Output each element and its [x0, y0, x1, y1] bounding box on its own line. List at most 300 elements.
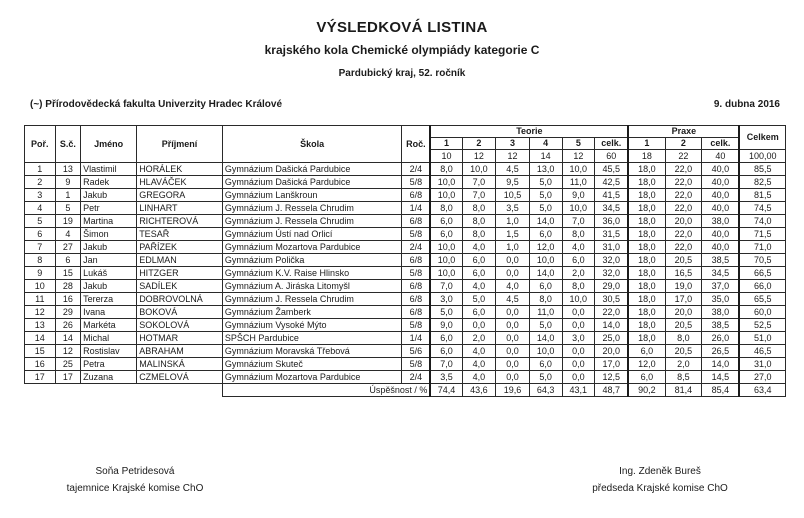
grade-cell: 6/8 — [402, 306, 431, 319]
theory-score-cell: 8,0 — [562, 280, 595, 293]
total-score-cell: 71,0 — [739, 241, 785, 254]
total-score-cell: 52,5 — [739, 319, 785, 332]
sc-cell: 16 — [55, 293, 81, 306]
theory-sub-header: 2 — [462, 138, 496, 150]
col-first-name: Jméno — [81, 126, 137, 163]
theory-score-cell: 3,5 — [496, 202, 530, 215]
practice-score-cell: 20,5 — [665, 319, 702, 332]
table-row — [25, 228, 786, 241]
theory-score-cell: 8,0 — [562, 228, 595, 241]
practice-score-cell: 18,0 — [628, 228, 665, 241]
practice-score-cell: 35,0 — [702, 293, 740, 306]
practice-score-cell: 2,0 — [665, 358, 702, 371]
total-score-cell: 85,5 — [739, 163, 785, 176]
school-cell: Gymnázium Moravská Třebová — [222, 345, 402, 358]
last-name-cell: TESAŘ — [137, 228, 223, 241]
col-theory: Teorie — [430, 126, 628, 138]
practice-score-cell: 22,0 — [665, 176, 702, 189]
theory-sub-header: 3 — [496, 138, 530, 150]
theory-score-cell: 0,0 — [496, 319, 530, 332]
last-name-cell: PAŘÍZEK — [137, 241, 223, 254]
last-name-cell: HITZGER — [137, 267, 223, 280]
theory-score-cell: 10,0 — [529, 345, 562, 358]
theory-score-cell: 5,0 — [529, 319, 562, 332]
practice-sub-header: 2 — [665, 138, 702, 150]
practice-score-cell: 18,0 — [628, 267, 665, 280]
practice-score-cell: 18,0 — [628, 319, 665, 332]
venue-label: (~) Přírodovědecká fakulta Univerzity Hradec Králové — [30, 99, 283, 110]
table-row — [25, 202, 786, 215]
theory-score-cell: 6,0 — [430, 228, 462, 241]
theory-score-cell: 0,0 — [496, 371, 530, 384]
theory-max-cell: 14 — [529, 150, 562, 163]
theory-score-cell: 7,0 — [462, 189, 496, 202]
sc-cell: 14 — [55, 332, 81, 345]
sc-cell: 4 — [55, 228, 81, 241]
sc-cell: 25 — [55, 358, 81, 371]
first-name-cell: Petra — [81, 358, 137, 371]
total-score-cell: 70,5 — [739, 254, 785, 267]
practice-score-cell: 40,0 — [702, 202, 740, 215]
theory-score-cell: 36,0 — [595, 215, 629, 228]
theory-score-cell: 9,5 — [496, 176, 530, 189]
last-name-cell: CZMELOVÁ — [137, 371, 223, 384]
theory-score-cell: 45,5 — [595, 163, 629, 176]
theory-score-cell: 14,0 — [529, 332, 562, 345]
theory-score-cell: 10,0 — [430, 176, 462, 189]
table-row — [25, 345, 786, 358]
sc-cell: 5 — [55, 202, 81, 215]
practice-score-cell: 40,0 — [702, 189, 740, 202]
theory-score-cell: 8,0 — [462, 228, 496, 241]
table-row — [25, 306, 786, 319]
theory-max-cell: 12 — [462, 150, 496, 163]
theory-sub-header: 4 — [529, 138, 562, 150]
theory-score-cell: 7,0 — [562, 215, 595, 228]
rank-cell: 16 — [25, 358, 56, 371]
theory-score-cell: 7,0 — [430, 280, 462, 293]
theory-score-cell: 12,5 — [595, 371, 629, 384]
theory-score-cell: 4,0 — [462, 280, 496, 293]
theory-score-cell: 5,0 — [462, 293, 496, 306]
grade-cell: 1/4 — [402, 332, 431, 345]
last-name-cell: HORÁLEK — [137, 163, 223, 176]
first-name-cell: Jakub — [81, 189, 137, 202]
school-cell: Gymnázium J. Ressela Chrudim — [222, 202, 402, 215]
total-score-cell: 66,0 — [739, 280, 785, 293]
grade-cell: 2/4 — [402, 241, 431, 254]
theory-score-cell: 0,0 — [496, 332, 530, 345]
practice-score-cell: 26,5 — [702, 345, 740, 358]
grade-cell: 1/4 — [402, 202, 431, 215]
theory-score-cell: 6,0 — [462, 306, 496, 319]
practice-score-cell: 16,5 — [665, 267, 702, 280]
total-score-cell: 81,5 — [739, 189, 785, 202]
first-name-cell: Jakub — [81, 241, 137, 254]
practice-score-cell: 18,0 — [628, 293, 665, 306]
sc-cell: 9 — [55, 176, 81, 189]
rank-cell: 1 — [25, 163, 56, 176]
first-name-cell: Ivana — [81, 306, 137, 319]
theory-score-cell: 3,0 — [430, 293, 462, 306]
theory-score-cell: 10,0 — [562, 163, 595, 176]
grade-cell: 6/8 — [402, 189, 431, 202]
last-name-cell: SADÍLEK — [137, 280, 223, 293]
rank-cell: 5 — [25, 215, 56, 228]
sc-cell: 15 — [55, 267, 81, 280]
practice-score-cell: 12,0 — [628, 358, 665, 371]
theory-score-cell: 6,0 — [529, 358, 562, 371]
theory-score-cell: 0,0 — [496, 358, 530, 371]
theory-success-cell: 64,3 — [529, 384, 562, 397]
rank-cell: 13 — [25, 319, 56, 332]
practice-success-cell: 90,2 — [628, 384, 665, 397]
practice-score-cell: 40,0 — [702, 241, 740, 254]
grade-cell: 5/8 — [402, 228, 431, 241]
theory-score-cell: 30,5 — [595, 293, 629, 306]
table-row — [25, 176, 786, 189]
theory-sub-header: 1 — [430, 138, 462, 150]
theory-score-cell: 2,0 — [562, 267, 595, 280]
signature-left-name: Soňa Petridesová — [95, 466, 175, 477]
theory-score-cell: 5,0 — [529, 202, 562, 215]
theory-score-cell: 4,0 — [462, 358, 496, 371]
theory-score-cell: 34,5 — [595, 202, 629, 215]
practice-score-cell: 34,5 — [702, 267, 740, 280]
sc-cell: 29 — [55, 306, 81, 319]
theory-score-cell: 4,5 — [496, 163, 530, 176]
total-score-cell: 82,5 — [739, 176, 785, 189]
theory-sub-header: 5 — [562, 138, 595, 150]
grade-cell: 5/6 — [402, 345, 431, 358]
theory-score-cell: 10,0 — [430, 241, 462, 254]
theory-max-cell: 12 — [496, 150, 530, 163]
theory-score-cell: 31,0 — [595, 241, 629, 254]
total-score-cell: 46,5 — [739, 345, 785, 358]
theory-score-cell: 9,0 — [562, 189, 595, 202]
table-row — [25, 267, 786, 280]
total-score-cell: 74,0 — [739, 215, 785, 228]
total-score-cell: 66,5 — [739, 267, 785, 280]
theory-score-cell: 13,0 — [529, 163, 562, 176]
practice-success-cell: 85,4 — [702, 384, 740, 397]
total-score-cell: 71,5 — [739, 228, 785, 241]
rank-cell: 15 — [25, 345, 56, 358]
theory-score-cell: 0,0 — [562, 345, 595, 358]
theory-max-cell: 12 — [562, 150, 595, 163]
theory-score-cell: 0,0 — [496, 254, 530, 267]
theory-score-cell: 0,0 — [462, 319, 496, 332]
practice-score-cell: 20,5 — [665, 345, 702, 358]
total-score-cell: 51,0 — [739, 332, 785, 345]
theory-score-cell: 20,0 — [595, 345, 629, 358]
first-name-cell: Petr — [81, 202, 137, 215]
theory-score-cell: 3,0 — [562, 332, 595, 345]
last-name-cell: DOBROVOLNÁ — [137, 293, 223, 306]
rank-cell: 14 — [25, 332, 56, 345]
grade-cell: 5/8 — [402, 319, 431, 332]
sc-cell: 13 — [55, 163, 81, 176]
practice-score-cell: 6,0 — [628, 345, 665, 358]
school-cell: Gymnázium Skuteč — [222, 358, 402, 371]
last-name-cell: ABRAHAM — [137, 345, 223, 358]
region-label: Pardubický kraj, 52. ročník — [338, 68, 466, 79]
page-title: VÝSLEDKOVÁ LISTINA — [316, 19, 488, 36]
last-name-cell: BOKOVÁ — [137, 306, 223, 319]
theory-score-cell: 8,0 — [529, 293, 562, 306]
date-label: 9. dubna 2016 — [713, 99, 780, 110]
first-name-cell: Tererza — [81, 293, 137, 306]
theory-score-cell: 0,0 — [562, 319, 595, 332]
first-name-cell: Michal — [81, 332, 137, 345]
theory-score-cell: 10,0 — [462, 163, 496, 176]
grade-cell: 5/8 — [402, 176, 431, 189]
theory-score-cell: 14,0 — [529, 215, 562, 228]
table-row — [25, 358, 786, 371]
practice-success-cell: 81,4 — [665, 384, 702, 397]
theory-score-cell: 6,0 — [462, 267, 496, 280]
theory-score-cell: 4,0 — [496, 280, 530, 293]
last-name-cell: MALINSKÁ — [137, 358, 223, 371]
sc-cell: 19 — [55, 215, 81, 228]
practice-score-cell: 19,0 — [665, 280, 702, 293]
practice-score-cell: 38,5 — [702, 254, 740, 267]
rank-cell: 7 — [25, 241, 56, 254]
theory-score-cell: 25,0 — [595, 332, 629, 345]
theory-score-cell: 1,0 — [496, 241, 530, 254]
theory-score-cell: 11,0 — [529, 306, 562, 319]
total-score-cell: 74,5 — [739, 202, 785, 215]
rank-cell: 11 — [25, 293, 56, 306]
table-row — [25, 215, 786, 228]
rank-cell: 8 — [25, 254, 56, 267]
first-name-cell: Šimon — [81, 228, 137, 241]
school-cell: Gymnázium Mozartova Pardubice — [222, 371, 402, 384]
sc-cell: 17 — [55, 371, 81, 384]
rank-cell: 10 — [25, 280, 56, 293]
grade-cell: 6/8 — [402, 280, 431, 293]
practice-score-cell: 22,0 — [665, 163, 702, 176]
practice-sub-header: celk. — [702, 138, 740, 150]
theory-score-cell: 12,0 — [529, 241, 562, 254]
practice-score-cell: 14,5 — [702, 371, 740, 384]
theory-score-cell: 41,5 — [595, 189, 629, 202]
practice-score-cell: 22,0 — [665, 228, 702, 241]
total-score-cell: 27,0 — [739, 371, 785, 384]
theory-score-cell: 6,0 — [562, 254, 595, 267]
rank-cell: 2 — [25, 176, 56, 189]
theory-score-cell: 5,0 — [430, 306, 462, 319]
col-grade: Roč. — [402, 126, 431, 163]
theory-score-cell: 17,0 — [595, 358, 629, 371]
theory-score-cell: 4,5 — [496, 293, 530, 306]
rank-cell: 9 — [25, 267, 56, 280]
theory-score-cell: 4,0 — [462, 371, 496, 384]
theory-score-cell: 6,0 — [430, 332, 462, 345]
practice-sub-header: 1 — [628, 138, 665, 150]
theory-score-cell: 14,0 — [529, 267, 562, 280]
theory-score-cell: 8,0 — [462, 202, 496, 215]
practice-score-cell: 18,0 — [628, 241, 665, 254]
school-cell: Gymnázium Žamberk — [222, 306, 402, 319]
theory-score-cell: 0,0 — [562, 306, 595, 319]
practice-score-cell: 37,0 — [702, 280, 740, 293]
grade-cell: 6/8 — [402, 293, 431, 306]
page-subtitle: krajského kola Chemické olympiády kategorie C — [264, 43, 540, 57]
blank-cell — [25, 384, 223, 397]
last-name-cell: LINHART — [137, 202, 223, 215]
theory-score-cell: 10,0 — [430, 254, 462, 267]
theory-score-cell: 10,0 — [562, 202, 595, 215]
theory-score-cell: 32,0 — [595, 267, 629, 280]
sc-cell: 28 — [55, 280, 81, 293]
practice-score-cell: 17,0 — [665, 293, 702, 306]
grade-cell: 5/8 — [402, 267, 431, 280]
signature-left — [40, 463, 230, 497]
rank-cell: 12 — [25, 306, 56, 319]
theory-score-cell: 8,0 — [430, 202, 462, 215]
first-name-cell: Jan — [81, 254, 137, 267]
theory-score-cell: 7,0 — [462, 176, 496, 189]
theory-max-cell: 10 — [430, 150, 462, 163]
table-row — [25, 332, 786, 345]
school-cell: Gymnázium J. Ressela Chrudim — [222, 293, 402, 306]
success-label: Úspěšnost / % — [222, 384, 430, 397]
theory-score-cell: 3,5 — [430, 371, 462, 384]
signature-right-name: Ing. Zdeněk Bureš — [619, 466, 701, 477]
rank-cell: 3 — [25, 189, 56, 202]
practice-score-cell: 38,0 — [702, 215, 740, 228]
table-row — [25, 319, 786, 332]
practice-score-cell: 18,0 — [628, 202, 665, 215]
theory-score-cell: 32,0 — [595, 254, 629, 267]
theory-success-cell: 19,6 — [496, 384, 530, 397]
first-name-cell: Rostislav — [81, 345, 137, 358]
practice-score-cell: 8,5 — [665, 371, 702, 384]
practice-score-cell: 18,0 — [628, 280, 665, 293]
theory-score-cell: 10,0 — [529, 254, 562, 267]
first-name-cell: Zuzana — [81, 371, 137, 384]
practice-score-cell: 38,0 — [702, 306, 740, 319]
theory-score-cell: 1,5 — [496, 228, 530, 241]
last-name-cell: EDLMAN — [137, 254, 223, 267]
theory-success-cell: 48,7 — [595, 384, 629, 397]
practice-score-cell: 22,0 — [665, 202, 702, 215]
school-cell: Gymnázium K.V. Raise Hlinsko — [222, 267, 402, 280]
theory-score-cell: 8,0 — [430, 163, 462, 176]
theory-success-cell: 74,4 — [430, 384, 462, 397]
first-name-cell: Radek — [81, 176, 137, 189]
first-name-cell: Martina — [81, 215, 137, 228]
theory-score-cell: 6,0 — [529, 228, 562, 241]
sc-cell: 12 — [55, 345, 81, 358]
col-sc: S.č. — [55, 126, 81, 163]
signature-right — [560, 463, 760, 497]
theory-score-cell: 29,0 — [595, 280, 629, 293]
theory-score-cell: 2,0 — [462, 332, 496, 345]
grade-cell: 6/8 — [402, 215, 431, 228]
school-cell: SPŠCH Pardubice — [222, 332, 402, 345]
table-row — [25, 254, 786, 267]
theory-score-cell: 0,0 — [496, 306, 530, 319]
theory-success-cell: 43,1 — [562, 384, 595, 397]
theory-score-cell: 0,0 — [496, 267, 530, 280]
practice-score-cell: 38,5 — [702, 319, 740, 332]
col-total: Celkem — [739, 126, 785, 150]
school-cell: Gymnázium Ústí nad Orlicí — [222, 228, 402, 241]
first-name-cell: Lukáš — [81, 267, 137, 280]
practice-score-cell: 18,0 — [628, 215, 665, 228]
theory-score-cell: 4,0 — [562, 241, 595, 254]
theory-score-cell: 0,0 — [562, 358, 595, 371]
theory-score-cell: 4,0 — [462, 345, 496, 358]
theory-score-cell: 5,0 — [529, 189, 562, 202]
sc-cell: 27 — [55, 241, 81, 254]
results-table — [24, 125, 786, 397]
practice-score-cell: 20,0 — [665, 306, 702, 319]
theory-max-cell: 60 — [595, 150, 629, 163]
table-row — [25, 163, 786, 176]
last-name-cell: RICHTEROVÁ — [137, 215, 223, 228]
practice-max-cell: 22 — [665, 150, 702, 163]
table-row — [25, 371, 786, 384]
total-max-cell: 100,00 — [739, 150, 785, 163]
col-school: Škola — [222, 126, 402, 163]
rank-cell: 4 — [25, 202, 56, 215]
practice-max-cell: 18 — [628, 150, 665, 163]
grade-cell: 2/4 — [402, 371, 431, 384]
theory-score-cell: 6,0 — [462, 254, 496, 267]
theory-score-cell: 10,0 — [562, 293, 595, 306]
sc-cell: 26 — [55, 319, 81, 332]
school-cell: Gymnázium J. Ressela Chrudim — [222, 215, 402, 228]
theory-score-cell: 14,0 — [595, 319, 629, 332]
practice-score-cell: 18,0 — [628, 176, 665, 189]
practice-score-cell: 18,0 — [628, 306, 665, 319]
theory-score-cell: 10,0 — [430, 267, 462, 280]
rank-cell: 17 — [25, 371, 56, 384]
practice-score-cell: 18,0 — [628, 254, 665, 267]
theory-score-cell: 0,0 — [496, 345, 530, 358]
theory-success-cell: 43,6 — [462, 384, 496, 397]
success-row — [25, 384, 786, 397]
theory-score-cell: 6,0 — [529, 280, 562, 293]
theory-score-cell: 0,0 — [562, 371, 595, 384]
table-row — [25, 293, 786, 306]
total-score-cell: 65,5 — [739, 293, 785, 306]
theory-score-cell: 31,5 — [595, 228, 629, 241]
practice-score-cell: 26,0 — [702, 332, 740, 345]
last-name-cell: GREGORA — [137, 189, 223, 202]
theory-score-cell: 22,0 — [595, 306, 629, 319]
rank-cell: 6 — [25, 228, 56, 241]
first-name-cell: Vlastimil — [81, 163, 137, 176]
total-success-cell: 63,4 — [739, 384, 785, 397]
practice-score-cell: 40,0 — [702, 163, 740, 176]
grade-cell: 5/8 — [402, 358, 431, 371]
school-cell: Gymnázium Dašická Pardubice — [222, 163, 402, 176]
col-last-name: Příjmení — [137, 126, 223, 163]
practice-score-cell: 18,0 — [628, 332, 665, 345]
practice-max-cell: 40 — [702, 150, 740, 163]
theory-score-cell: 7,0 — [430, 358, 462, 371]
theory-score-cell: 4,0 — [462, 241, 496, 254]
theory-score-cell: 9,0 — [430, 319, 462, 332]
theory-score-cell: 6,0 — [430, 345, 462, 358]
practice-score-cell: 22,0 — [665, 189, 702, 202]
last-name-cell: HOTMAR — [137, 332, 223, 345]
signature-right-role: předseda Krajské komise ChO — [592, 483, 728, 494]
